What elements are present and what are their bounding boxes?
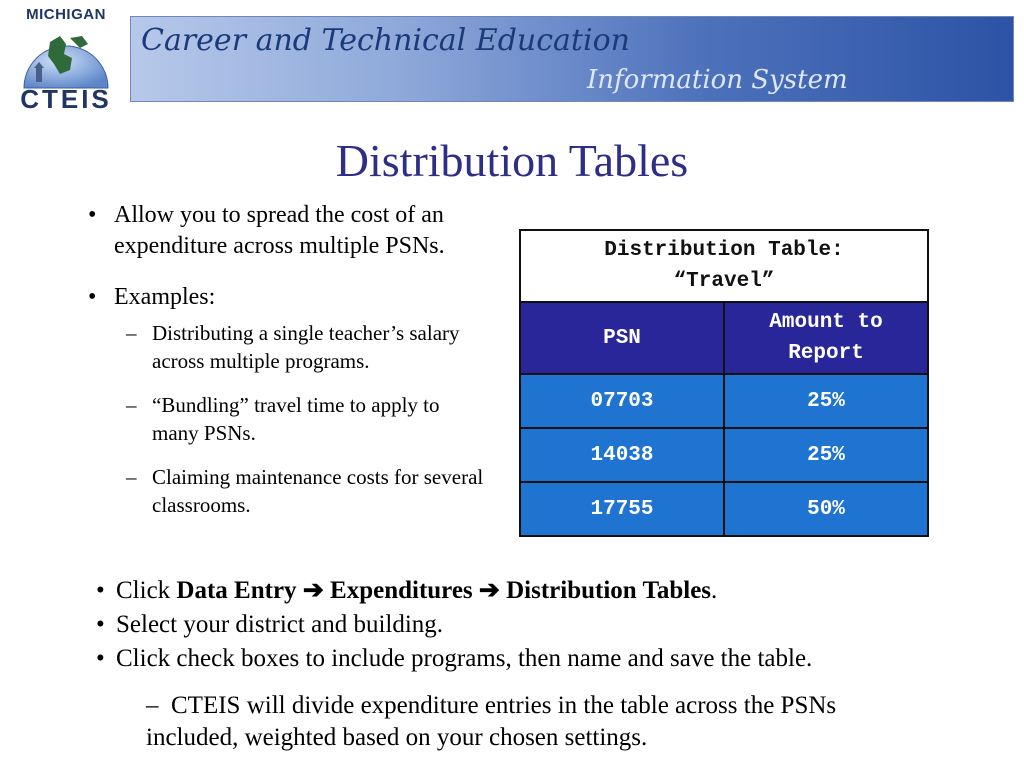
column-header-amount-line2: Report	[788, 342, 864, 365]
column-header-amount-line1: Amount to	[769, 311, 883, 334]
table-row	[520, 482, 928, 536]
cell-amount: 25%	[724, 428, 928, 482]
step-prefix: Click	[116, 577, 177, 604]
bullet-icon: •	[88, 284, 97, 310]
banner-subtitle: Information System	[587, 65, 848, 95]
bullet-icon: •	[96, 577, 105, 604]
bullet-icon: •	[88, 202, 97, 228]
column-header-psn	[520, 302, 724, 374]
cell-psn: 17755	[520, 482, 724, 536]
logo-state-label: MICHIGAN	[26, 6, 106, 23]
bullet-icon: •	[96, 645, 105, 672]
table-caption	[520, 230, 928, 302]
table-row	[520, 428, 928, 482]
sub-bullet	[88, 391, 488, 447]
dash-icon: –	[126, 465, 137, 489]
page-title: Distribution Tables	[335, 135, 689, 186]
cteis-logo	[6, 6, 126, 114]
arrow-right-icon: ➔	[478, 577, 500, 604]
logo-brand-label: CTEIS	[20, 84, 112, 114]
step-checkboxes	[96, 642, 996, 676]
step-text: Select your district and building.	[116, 611, 444, 638]
table-caption-line1: Distribution Table:	[604, 239, 844, 262]
table-caption-line2: “Travel”	[673, 270, 775, 293]
arrow-right-icon: ➔	[302, 577, 324, 604]
note-sub-bullet	[146, 690, 906, 754]
sub-bullet-text: Claiming maintenance costs for several classrooms.	[152, 465, 484, 517]
note-text: CTEIS will divide expenditure entries in the table across the PSNs included, weighted based on your chosen settings.	[146, 692, 837, 751]
table-row	[520, 374, 928, 428]
header-banner	[130, 16, 1014, 102]
sub-bullet	[88, 319, 488, 375]
cell-amount: 50%	[724, 482, 928, 536]
dash-icon: –	[146, 692, 171, 719]
step-select	[96, 608, 996, 642]
dash-icon: –	[126, 393, 137, 417]
banner-title: Career and Technical Education	[141, 23, 630, 58]
dash-icon: –	[126, 321, 137, 345]
menu-expenditures: Expenditures	[330, 577, 473, 604]
cell-psn: 07703	[520, 374, 724, 428]
bullet-text: Allow you to spread the cost of an expenditure across multiple PSNs.	[114, 202, 445, 259]
column-header-amount	[724, 302, 928, 374]
cell-amount: 25%	[724, 374, 928, 428]
bullet-allow	[88, 200, 488, 262]
bullet-examples	[88, 282, 488, 313]
sub-bullet	[88, 463, 488, 519]
bullet-icon: •	[96, 611, 105, 638]
menu-distribution-tables: Distribution Tables	[506, 577, 712, 604]
instruction-steps	[96, 574, 996, 676]
step-text: Click check boxes to include programs, then name and save the table.	[116, 645, 813, 672]
column-header-psn-label: PSN	[603, 326, 641, 350]
distribution-table	[519, 229, 929, 537]
intro-bullets	[88, 200, 488, 519]
cell-psn: 14038	[520, 428, 724, 482]
sub-bullet-text: Distributing a single teacher’s salary across multiple programs.	[152, 321, 460, 373]
sub-bullet-text: “Bundling” travel time to apply to many PSNs.	[152, 393, 440, 445]
bullet-text: Examples:	[114, 284, 216, 310]
globe-icon	[20, 24, 112, 90]
step-suffix: .	[711, 577, 718, 604]
step-navigation	[96, 574, 996, 608]
menu-data-entry: Data Entry	[176, 577, 297, 604]
